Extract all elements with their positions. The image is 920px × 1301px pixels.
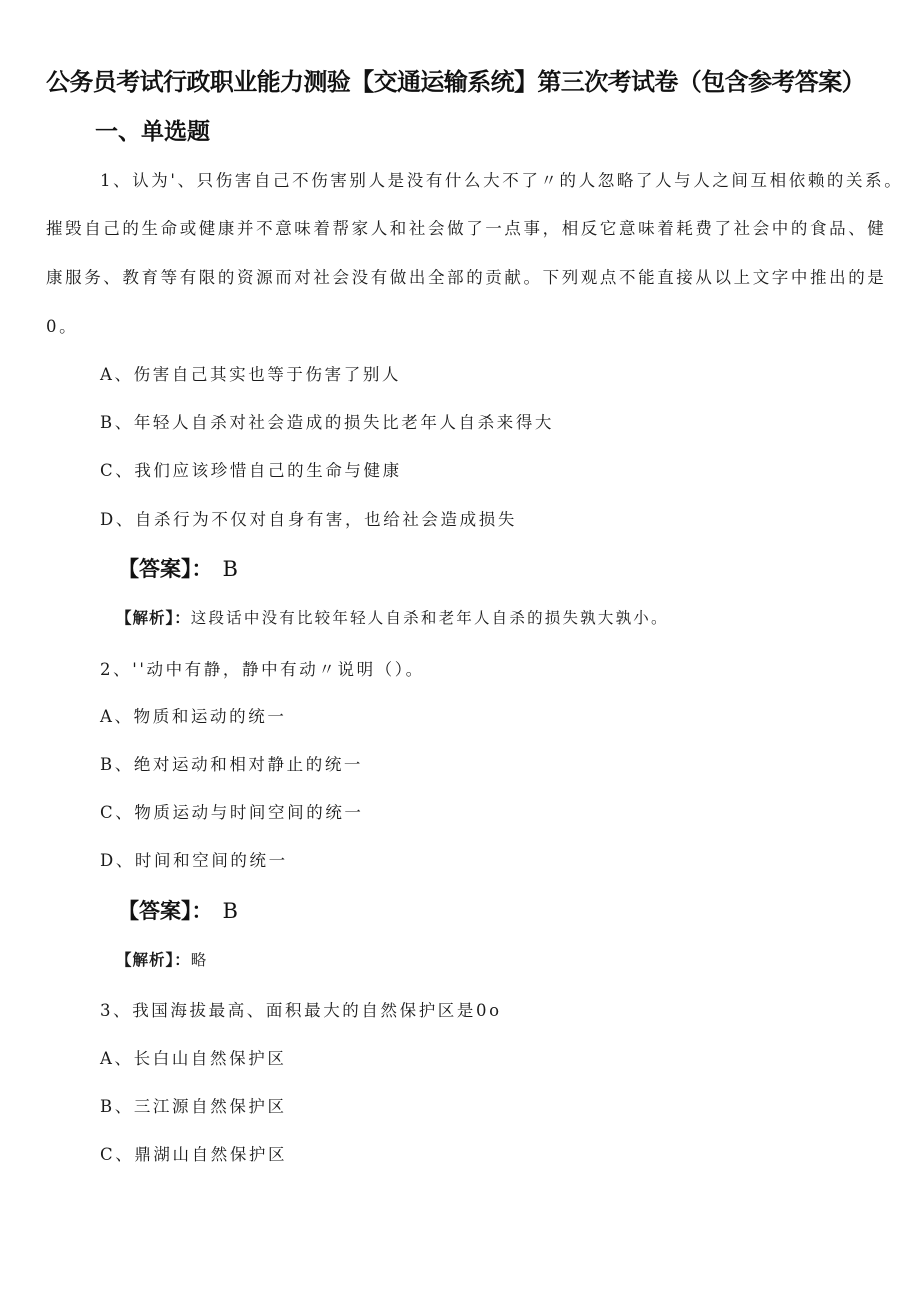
question-1-explanation	[116, 606, 669, 628]
question-2-option-c: C、物质运动与时间空间的统一	[100, 803, 364, 822]
question-1-option-d: D、自杀行为不仅对自身有害，也给社会造成损失	[100, 510, 517, 529]
section-heading: 一、单选题	[95, 119, 210, 145]
question-2-option-a: A、物质和运动的统一	[100, 707, 287, 726]
question-1-option-a: A、伤害自己其实也等于伤害了别人	[100, 365, 402, 384]
answer-value: B	[222, 557, 238, 581]
question-1-line-4: 0。	[46, 317, 79, 336]
explanation-text: 略	[190, 951, 209, 969]
question-1-answer	[118, 553, 238, 583]
explanation-label: 【解析】：	[116, 951, 191, 969]
question-3-option-c: C、鼎湖山自然保护区	[100, 1145, 288, 1164]
question-2-explanation	[116, 948, 208, 970]
question-2-option-d: D、时间和空间的统一	[100, 851, 288, 870]
answer-label: 【答案】：	[118, 557, 213, 581]
question-2-option-b: B、绝对运动和相对静止的统一	[100, 755, 364, 774]
document-title: 公务员考试行政职业能力测验【交通运输系统】第三次考试卷（包含参考答案）	[46, 68, 865, 96]
question-1-line-2: 摧毁自己的生命或健康并不意味着帮家人和社会做了一点事，相反它意味着耗费了社会中的食品、健	[46, 219, 887, 238]
question-2-answer	[118, 895, 238, 925]
question-1-option-b: B、年轻人自杀对社会造成的损失比老年人自杀来得大	[100, 413, 555, 432]
explanation-label: 【解析】：	[116, 609, 191, 627]
question-1-option-c: C、我们应该珍惜自己的生命与健康	[100, 461, 402, 480]
explanation-text: 这段话中没有比较年轻人自杀和老年人自杀的损失孰大孰小。	[190, 609, 669, 627]
answer-value: B	[222, 899, 238, 923]
question-3-option-a: A、长白山自然保护区	[100, 1049, 287, 1068]
question-3-option-b: B、三江源自然保护区	[100, 1097, 287, 1116]
answer-label: 【答案】：	[118, 899, 213, 923]
question-1-line-3: 康服务、教育等有限的资源而对社会没有做出全部的贡献。下列观点不能直接从以上文字中推出的是	[46, 268, 887, 287]
question-2: 2、''动中有静，静中有动〃说明（）。	[100, 660, 425, 679]
question-1-line-1: 1、认为'、只伤害自己不伤害别人是没有什么大不了〃的人忽略了人与人之间互相依赖的关系。	[100, 171, 904, 190]
question-3: 3、我国海拔最高、面积最大的自然保护区是0o	[100, 1001, 502, 1020]
